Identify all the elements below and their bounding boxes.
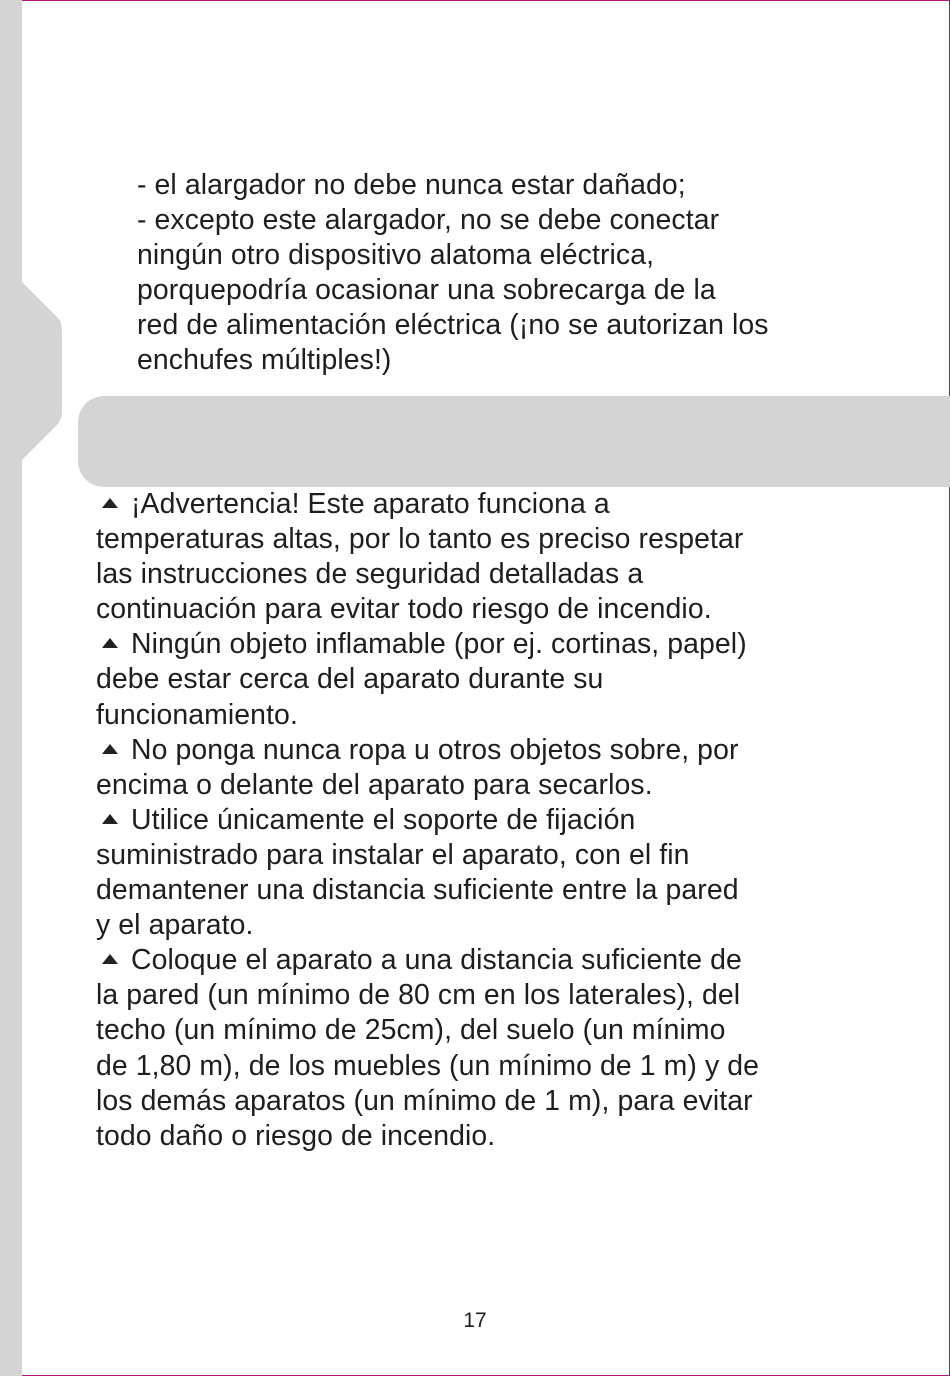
warning-line: encima o delante del aparato para secarlos. (96, 768, 653, 801)
triangle-up-icon (102, 954, 118, 964)
warning-item (96, 803, 759, 943)
warning-line: la pared (un mínimo de 80 cm en los laterales), del (96, 979, 741, 1012)
warning-line: y el aparato. (96, 909, 254, 942)
triangle-up-icon (102, 498, 118, 508)
section-header-bar (78, 396, 950, 487)
warning-line: las instrucciones de seguridad detalladas a (96, 558, 644, 591)
warning-line: debe estar cerca del aparato durante su (96, 663, 604, 696)
list-line: porquepodría ocasionar una sobrecarga de la (137, 274, 716, 307)
page-number: 17 (463, 1309, 487, 1332)
list-line: enchufes múltiples!) (137, 344, 392, 377)
list-line: - excepto este alargador, no se debe conectar (137, 204, 720, 237)
warning-line: suministrado para instalar el aparato, con el fin (96, 838, 690, 871)
safety-warnings (96, 487, 759, 1154)
warning-line: ¡Advertencia! Este aparato funciona a (131, 488, 610, 520)
warning-item (96, 943, 759, 1154)
warning-line: funcionamiento. (96, 698, 298, 731)
warning-line: los demás aparatos (un mínimo de 1 m), para evitar (96, 1084, 753, 1117)
triangle-up-icon (102, 744, 118, 754)
warning-line: Ningún objeto inflamable (por ej. cortinas, papel) (131, 628, 747, 661)
warning-line: continuación para evitar todo riesgo de incendio. (96, 593, 712, 626)
triangle-up-icon (102, 814, 118, 824)
warning-line: demantener una distancia suficiente entre la pared (96, 874, 739, 907)
triangle-up-icon (102, 638, 118, 648)
list-line: ningún otro dispositivo alatoma eléctrica, (137, 239, 655, 272)
warning-line: temperaturas altas, por lo tanto es preciso respetar (96, 523, 744, 556)
warning-line: techo (un mínimo de 25cm), del suelo (un mínimo (96, 1014, 726, 1047)
warning-item (96, 487, 759, 627)
warning-line: Coloque el aparato a una distancia suficiente de (131, 944, 742, 977)
list-line: red de alimentación eléctrica (¡no se autorizan los (137, 309, 769, 342)
side-tab (0, 0, 100, 1376)
warning-line: No ponga nunca ropa u otros objetos sobre, por (131, 733, 739, 766)
warning-line: de 1,80 m), de los muebles (un mínimo de 1 m) y de (96, 1049, 760, 1082)
list-line: - el alargador no debe nunca estar dañado; (137, 169, 686, 201)
warning-item (96, 627, 759, 732)
warning-line: Utilice únicamente el soporte de fijación (131, 803, 636, 836)
warning-item (96, 733, 759, 803)
warning-line: todo daño o riesgo de incendio. (96, 1119, 496, 1152)
extension-cord-list (137, 168, 769, 379)
